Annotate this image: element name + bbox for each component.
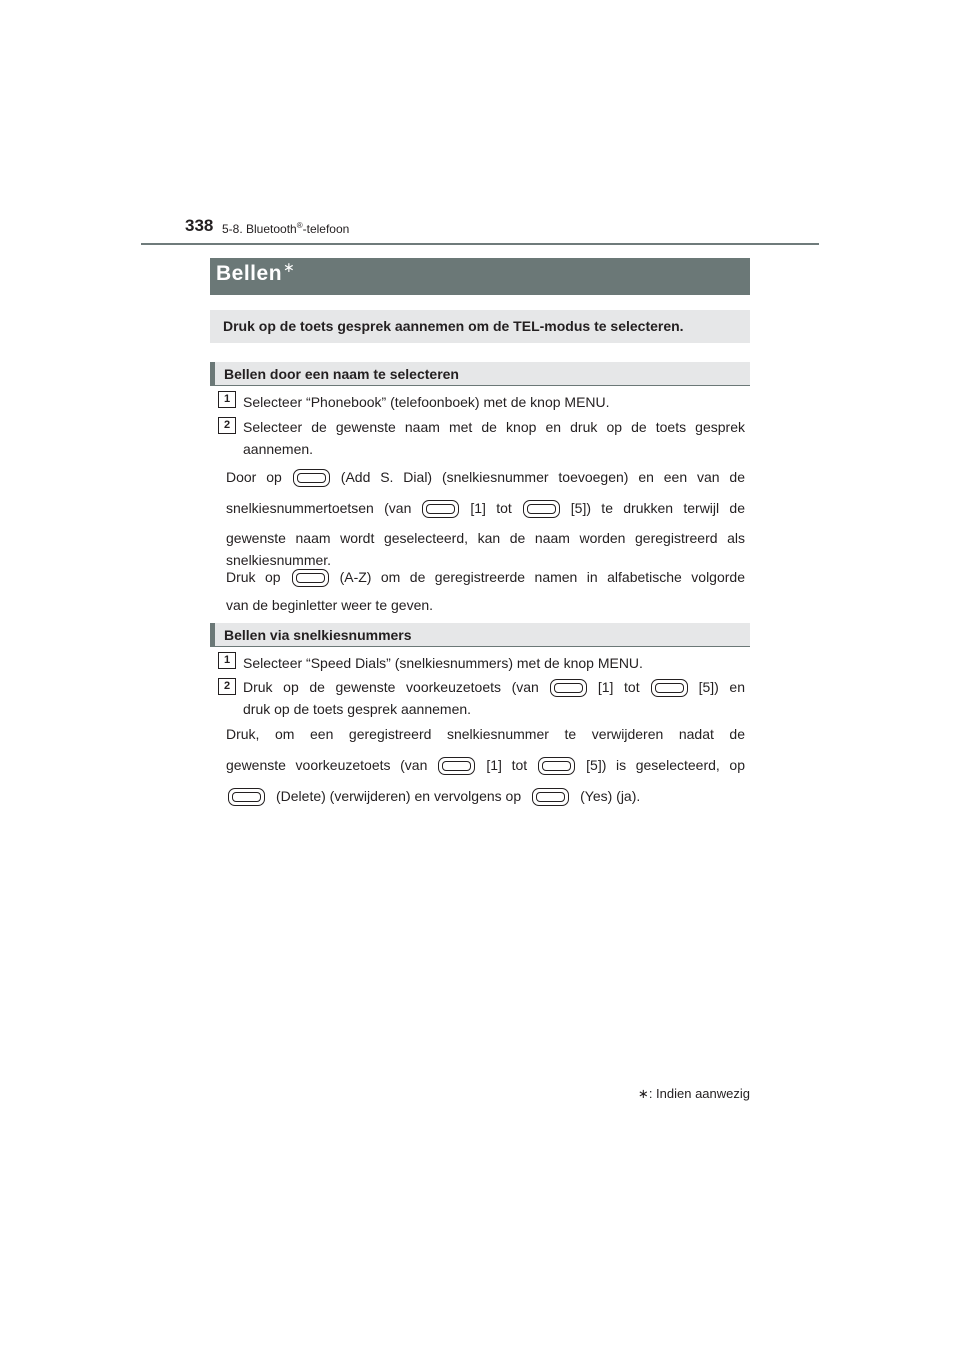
note-delete-speed-dial: Druk, om een geregistreerd snelkiesnummer te verwijderen nadat de gewenste voorkeuzetoets (van [1] tot [5]) is geselecteerd, op (Delete) (verwijderen) en vervolgens op (Yes) (ja). xyxy=(226,719,745,812)
note-add-speed-dial: Door op (Add S. Dial) (snelkiesnummer toevoegen) en een van de snelkiesnummertoetsen (van [1] tot [5]) te drukken terwijl de gewenste naam wordt geselecteerd, kan de naam worden geregistreerd als snelkiesnummer. xyxy=(226,469,745,568)
step-number: 2 xyxy=(218,678,236,695)
delete-button-icon xyxy=(228,788,265,806)
step-number: 1 xyxy=(218,652,236,669)
step-text: Druk op de gewenste voorkeuzetoets (van [1] tot [5]) en druk op de toets gesprek aannemen. xyxy=(243,679,745,717)
section-heading-name xyxy=(210,362,750,386)
section-heading-text: Bellen via snelkiesnummers xyxy=(224,627,412,643)
yes-button-icon xyxy=(532,788,569,806)
note-a-z: Druk op (A-Z) om de geregistreerde namen in alfabetische volgorde van de beginletter weer te geven. xyxy=(226,569,745,613)
footnote: ∗: Indien aanwezig xyxy=(637,1086,750,1101)
asterisk-icon: ∗ xyxy=(283,259,296,275)
page-number: 338 xyxy=(185,216,214,235)
a-z-button-icon xyxy=(292,569,329,587)
intro-text: Druk op de toets gesprek aannemen om de TEL-modus te selecteren. xyxy=(223,318,684,334)
preset-button-icon xyxy=(438,757,475,775)
step-number: 1 xyxy=(218,391,236,408)
preset-button-icon xyxy=(538,757,575,775)
asterisk-icon: ∗ xyxy=(637,1086,649,1101)
section-heading-text: Bellen door een naam te selecteren xyxy=(224,366,459,382)
section-path: 5-8. Bluetooth®-telefoon xyxy=(222,221,350,236)
step-text: Selecteer “Phonebook” (telefoonboek) met de knop MENU. xyxy=(243,394,610,410)
step-text: Selecteer “Speed Dials” (snelkiesnummers) met de knop MENU. xyxy=(243,655,643,671)
page-title: Bellen∗ xyxy=(216,259,296,285)
section-heading-speed-dials xyxy=(210,623,750,647)
preset-button-icon xyxy=(422,500,459,518)
title-bar xyxy=(210,258,750,295)
preset-button-icon xyxy=(523,500,560,518)
preset-button-icon xyxy=(550,679,587,697)
preset-button-icon xyxy=(651,679,688,697)
step-text: Selecteer de gewenste naam met de knop en druk op de toets gesprek aannemen. xyxy=(243,419,745,457)
step-number: 2 xyxy=(218,417,236,434)
add-s-dial-button-icon xyxy=(293,469,330,487)
intro-box xyxy=(210,310,750,343)
header-divider xyxy=(141,243,819,245)
